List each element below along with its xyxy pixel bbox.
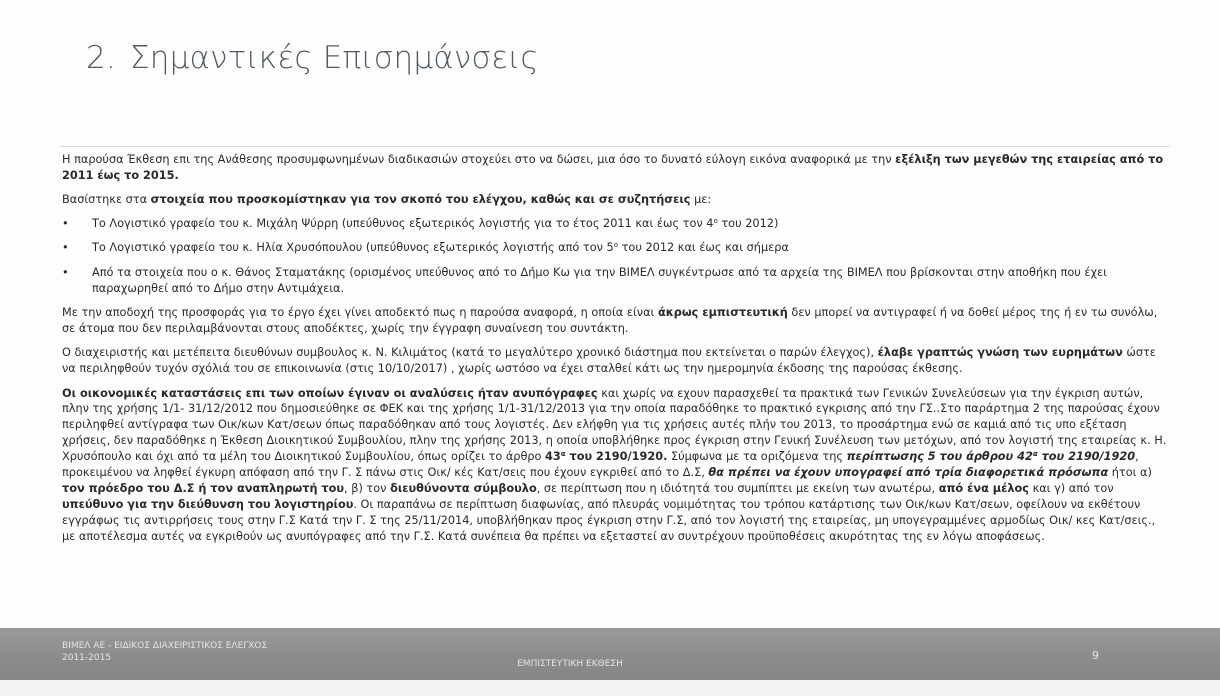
paragraph-text: . Οι παραπάνω σε περίπτωση διαφωνίας, από πλευράς νομιμότητας του τρόπου κατάρτισης των Οικ/κων Κατ/σεων, οφείλουν να εκθέτουν εγγράφως τις αντιρρήσεις τους στην Γ.Σ Κατά την Γ. Σ της 25/11/2014, υποβλήθηκαν προς έγκριση στην Γ.Σ, από τον λογιστή της εταιρείας, μη υπογεγραμμένες αρμοδίως Οικ/ κες Κατ/σεις., με αποτέλεσμα αυτές να εγκριθούν ως ανυπόγραφες από την Γ.Σ. Κατά συνέπεια θα πρέπει να εξεταστεί αν συντρέχουν προϋποθέσεις ακυρότητας της εν λόγω αποφάσεως.	[62, 497, 1156, 543]
document-body	[62, 152, 1172, 545]
bullet-icon: •	[62, 265, 69, 279]
basis-text: Βασίστηκε στα	[62, 193, 151, 207]
paragraph-text: , β) τον	[344, 481, 391, 495]
paragraph-text: ήτοι α)	[1108, 466, 1152, 480]
source-list	[62, 216, 1172, 296]
paragraph-text: Σύμφωνα με τα οριζόμενα της	[667, 450, 847, 464]
list-item	[62, 265, 1172, 296]
paragraph-emphasis: υπεύθυνο για την διεύθυνση του λογιστηρίου	[62, 497, 354, 511]
paragraph-emphasis: άκρως εμπιστευτική	[657, 306, 788, 320]
paragraph-emphasis: από ένα μέλος	[938, 481, 1029, 495]
paragraph-emphasis: περίπτωσης 5 του άρθρου 42	[846, 450, 1033, 464]
list-item-text: Το Λογιστικό γραφείο του κ. Ηλία Χρυσόπουλου (υπεύθυνος εξωτερικός λογιστής από τον 5	[92, 241, 614, 255]
section-title: Σημαντικές Επισημάνσεις	[129, 40, 539, 76]
bottom-margin	[0, 680, 1220, 696]
superscript: ο	[713, 216, 718, 225]
footer-confidential-label: ΕΜΠΙΣΤΕΥΤΙΚΗ ΕΚΘΕΣΗ	[517, 659, 623, 669]
superscript: α	[1032, 450, 1038, 459]
paragraph-emphasis: διευθύνοντα σύμβουλο	[390, 481, 537, 495]
paragraph-emphasis: έλαβε γραπτώς γνώση των ευρημάτων	[877, 346, 1123, 360]
list-item	[62, 216, 1172, 232]
paragraph-text: , προκειμένου να ληφθεί έγκυρη απόφαση από την Γ. Σ πάνω στις Οικ/ κές Κατ/σεις που έχουν εγκριθεί από το Δ.Σ,	[62, 450, 1139, 480]
paragraph-text: και γ) από τον	[1028, 481, 1114, 495]
basis-text-end: με:	[690, 193, 712, 207]
page-number: 9	[1092, 649, 1099, 662]
paragraph-text: ώστε να περιληφθούν τυχόν σχόλιά του σε επικοινωνία (στις 10/10/2017) , χωρίς ωστόσο να έχει σταλθεί κάτι ως την ημερομηνία έκδοσης της παρούσας έκθεσης.	[62, 346, 1156, 375]
basis-paragraph	[62, 192, 1172, 208]
basis-emphasis: στοιχεία που προσκομίστηκαν για τον σκοπό του ελέγχου, καθώς και σε συζητήσεις	[150, 193, 691, 207]
paragraph-emphasis: 43	[545, 450, 561, 464]
list-item-text: Το Λογιστικό γραφείο του κ. Μιχάλη Ψύρρη (υπεύθυνος εξωτερικός λογιστής για το έτος 2011 και έως τον 4	[92, 216, 714, 230]
intro-paragraph	[62, 152, 1172, 183]
financial-statements-paragraph	[62, 386, 1172, 545]
paragraph-emphasis: του 2190/1920	[1037, 450, 1136, 464]
administrator-paragraph	[62, 345, 1172, 376]
paragraph-text: Ο διαχειριστής και μετέπειτα διευθύνων συμβουλος κ. Ν. Κιλιμάτος (κατά το μεγαλύτερο χρονικό διάστημα που εκτείνεται ο παρών έλεγχος),	[62, 346, 878, 360]
bullet-icon: •	[62, 241, 69, 255]
bullet-icon: •	[62, 216, 69, 230]
superscript: ο	[613, 241, 619, 250]
list-item-text: του 2012)	[717, 216, 779, 230]
footer-period: 2011-2015	[62, 653, 112, 663]
paragraph-emphasis: Οι οικονομικές καταστάσεις επι των οποίων έγιναν οι αναλύσεις ήταν ανυπόγραφες	[62, 386, 598, 400]
list-item-text: του 2012 και έως και σήμερα	[618, 241, 789, 255]
section-number: 2.	[86, 40, 116, 76]
list-item-text: Από τα στοιχεία που ο κ. Θάνος Σταματάκης (ορισμένος υπεύθυνος από το Δήμο Κω για την ΒΙΜΕΛ συγκέντρωσε από τα αρχεία της ΒΙΜΕΛ που βρίσκονται στην αποθήκη που έχει παραχωρηθεί από το Δήμο στην Αντιμάχεια.	[92, 265, 1107, 295]
footer-company: ΒΙΜΕΛ ΑΕ - ΕΙΔΙΚΟΣ ΔΙΑΧΕΙΡΙΣΤΙΚΟΣ ΕΛΕΓΧΟΣ	[62, 641, 268, 651]
paragraph-text: , σε περίπτωση που η ιδιότητά του συμπίπτει με εκείνη των ανωτέρω,	[536, 481, 939, 495]
confidentiality-paragraph	[62, 305, 1172, 336]
list-item	[62, 240, 1172, 256]
paragraph-text: Με την αποδοχή της προσφοράς για το έργο έχει γίνει αποδεκτό πως η παρούσα αναφορά, η οποία είναι	[62, 306, 658, 320]
superscript: α	[560, 450, 566, 459]
intro-text: Η παρούσα Έκθεση επι της Ανάθεσης προσυμφωνημένων διαδικασιών στοχεύει στο να δώσει, μια όσο το δυνατό εύλογη εικόνα αναφορικά με την	[62, 153, 896, 166]
paragraph-emphasis: θα πρέπει να έχουν υπογραφεί από τρία διαφορετικά πρόσωπα	[708, 466, 1109, 480]
title-divider	[60, 146, 1170, 147]
page-title	[86, 40, 539, 76]
paragraph-text: δεν μπορεί να αντιγραφεί ή να δοθεί μέρος της ή εν τω συνόλω, σε άτομα που δεν περιλαμβάνονται στους αποδέκτες, χωρίς την έγγραφη συναίνεση του συντάκτη.	[62, 306, 1158, 335]
page-footer	[0, 628, 1220, 680]
paragraph-emphasis: τον πρόεδρο του Δ.Σ ή τον αναπληρωτή του	[62, 481, 345, 495]
paragraph-text: και χωρίς να εχουν παρασχεθεί τα πρακτικά των Γενικών Συνελεύσεων για την έγκριση αυτών, πλην της χρήσης 1/1- 31/12/2012 που δημοσιεύθηκε σε ΦΕΚ και της χρήσης 1/1-31/12/2013 για την οποία παραδόθηκε το πρακτικό εγκρισης από την ΓΣ..Στο παράρτημα 2 της παρούσας έχουν περιληφθεί αντίγραφα των Οικ/κων Κατ/σεων όπως παραδόθηκαν από τους λογιστές. Δεν ελήφθη για τις χρήσεις αυτές πλήν του 2013, το προσάρτημα ενώ σε καμιά από τις υπο εξέταση χρήσεις, δεν παραδόθηκε η Έκθεση Διοικητικού Συμβουλίου, πλην της χρήσης 2013, η οποία υποβλήθηκε προς έγκριση στην Γενική Συνέλευση των μετόχων, από τον λογιστή της εταιρείας κ. Η. Χρυσόπουλο και όχι από τα μέλη του Διοικητικού Συμβουλίου, όπως ορίζει το άρθρο	[62, 386, 1167, 464]
intro-emphasis: εξέλιξη των μεγεθών της εταιρείας από το 2011 έως το 2015.	[62, 153, 1164, 182]
paragraph-emphasis: του 2190/1920.	[565, 450, 668, 464]
